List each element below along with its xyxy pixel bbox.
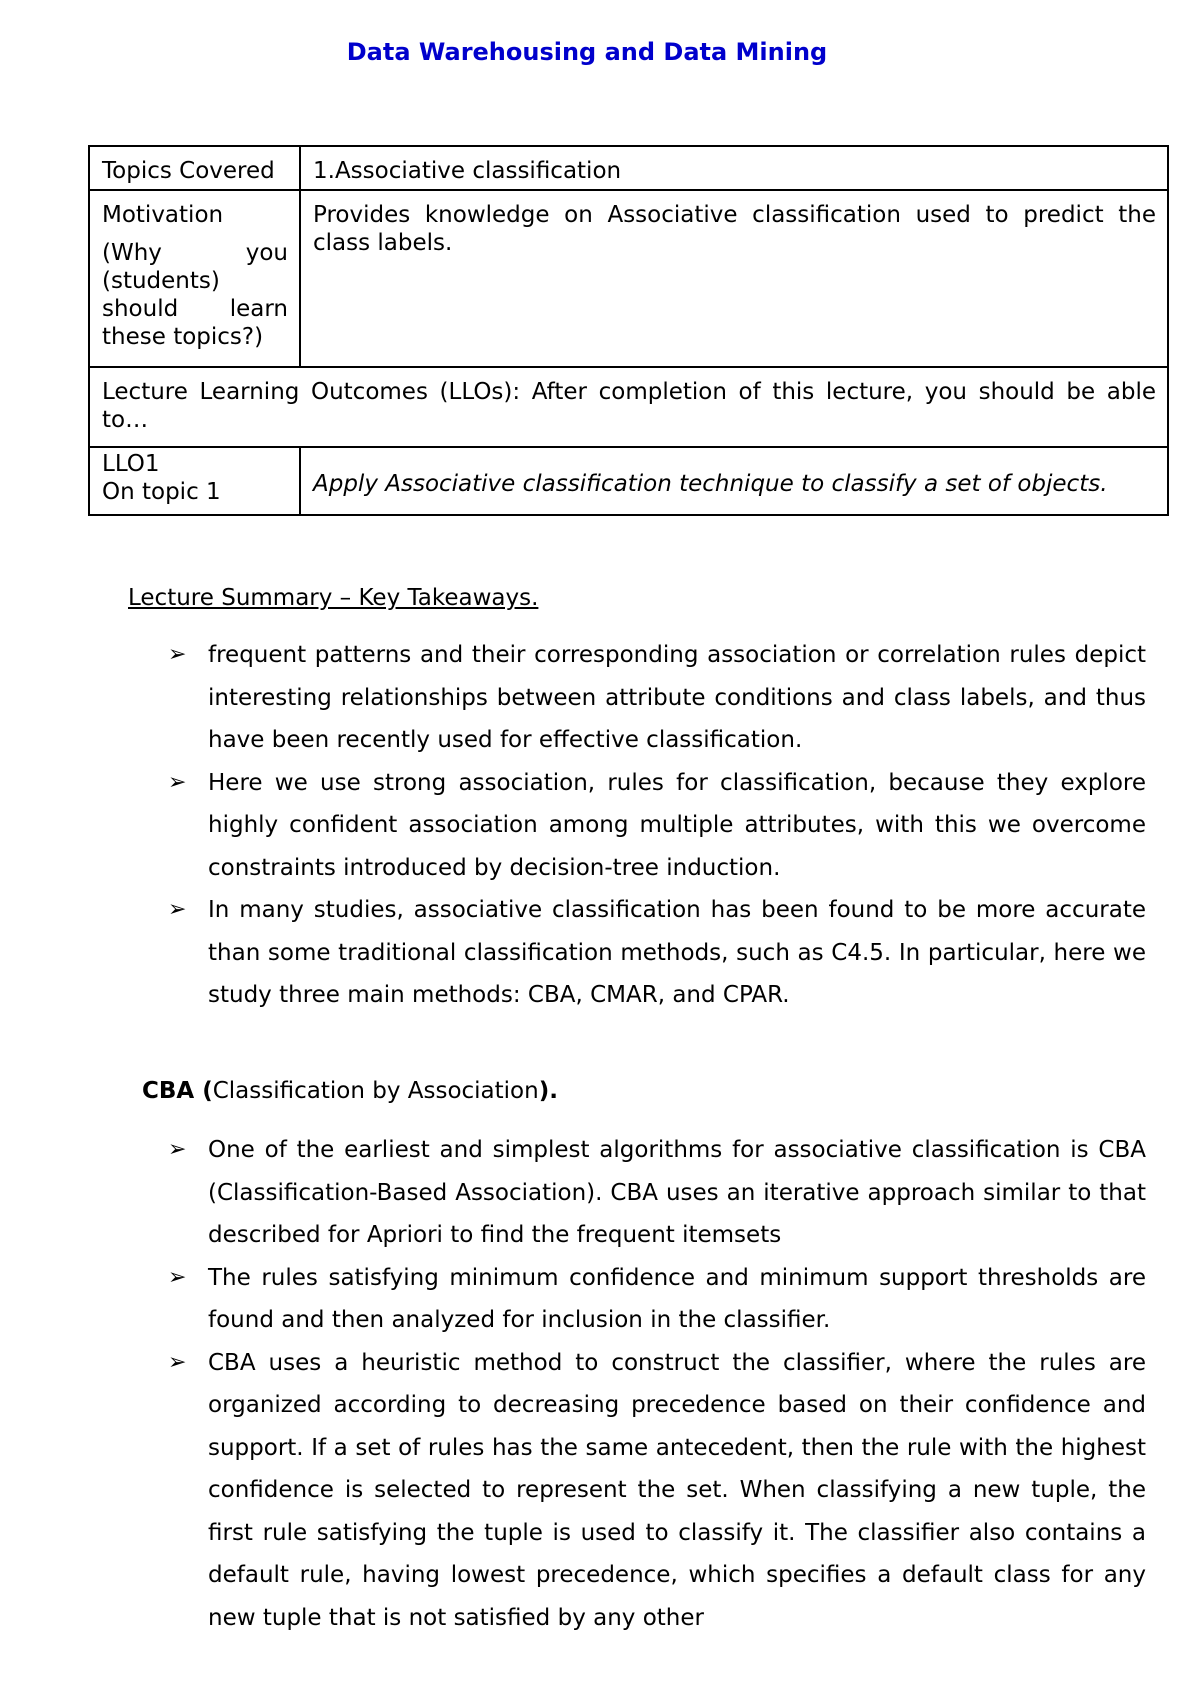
topics-label: Topics Covered (89, 146, 300, 190)
list-item (168, 634, 1146, 762)
llo-id-cell (89, 447, 300, 515)
motivation-subtitle: (Why you (students) should learn these topics?) (102, 240, 288, 350)
list-item (168, 1257, 1146, 1342)
llo-id: LLO1 (102, 451, 160, 477)
motivation-label: Motivation (102, 202, 224, 228)
arrow-bullet-icon: ➢ (168, 1349, 187, 1375)
summary-list (168, 634, 1146, 1017)
cba-heading-bold: CBA ( (142, 1078, 213, 1104)
arrow-bullet-icon: ➢ (168, 642, 187, 667)
cba-list (168, 1129, 1146, 1639)
course-info-table (88, 145, 1169, 516)
llo-text: Apply Associative classification technique to classify a set of objects. (300, 447, 1168, 515)
topics-row (89, 146, 1168, 190)
list-item-text: The rules satisfying minimum confidence and minimum support thresholds are found and then analyzed for inclusion in the classifier. (208, 1264, 1146, 1333)
list-item (168, 1342, 1146, 1640)
list-item-text: frequent patterns and their corresponding association or correlation rules depict interesting relationships between attribute conditions and class labels, and thus have been recently used for effective classification. (208, 642, 1146, 753)
cba-heading (142, 1078, 558, 1104)
list-item-text: In many studies, associative classification has been found to be more accurate than some traditional classification methods, such as C4.5. In particular, here we study three main methods: CBA, CMAR, and CPAR. (208, 897, 1146, 1008)
list-item (168, 1129, 1146, 1257)
topics-value: 1.Associative classification (300, 146, 1168, 190)
arrow-bullet-icon: ➢ (168, 769, 187, 795)
motivation-value: Provides knowledge on Associative classification used to predict the class labels. (300, 190, 1168, 367)
llo-topic: On topic 1 (102, 479, 221, 505)
cba-heading-text: Classification by Association (212, 1078, 539, 1104)
page-title: Data Warehousing and Data Mining (346, 38, 828, 66)
arrow-bullet-icon: ➢ (168, 897, 187, 922)
motivation-cell (89, 190, 300, 367)
llo-intro: Lecture Learning Outcomes (LLOs): After completion of this lecture, you should be able to… (89, 367, 1168, 447)
cba-heading-end: ). (538, 1078, 558, 1104)
list-item-text: One of the earliest and simplest algorithms for associative classification is CBA (Classification-Based Association). CBA uses an iterative approach similar to that described for Apriori to find the frequent itemsets (208, 1137, 1146, 1248)
arrow-bullet-icon: ➢ (168, 1264, 187, 1290)
arrow-bullet-icon: ➢ (168, 1137, 187, 1162)
summary-heading: Lecture Summary – Key Takeaways. (128, 585, 539, 611)
llo-intro-row (89, 367, 1168, 447)
motivation-row (89, 190, 1168, 367)
list-item (168, 889, 1146, 1017)
list-item-text: Here we use strong association, rules for classification, because they explore highly confident association among multiple attributes, with this we overcome constraints introduced by decision-tree induction. (208, 769, 1146, 881)
list-item (168, 762, 1146, 890)
list-item-text: CBA uses a heuristic method to construct the classifier, where the rules are organized according to decreasing precedence based on their confidence and support. If a set of rules has the same antecedent, then the rule with the highest confidence is selected to represent the set. When classifying a new tuple, the first rule satisfying the tuple is used to classify it. The classifier also contains a default rule, having lowest precedence, which specifies a default class for any new tuple that is not satisfied by any other (208, 1349, 1146, 1631)
llo-row (89, 447, 1168, 515)
